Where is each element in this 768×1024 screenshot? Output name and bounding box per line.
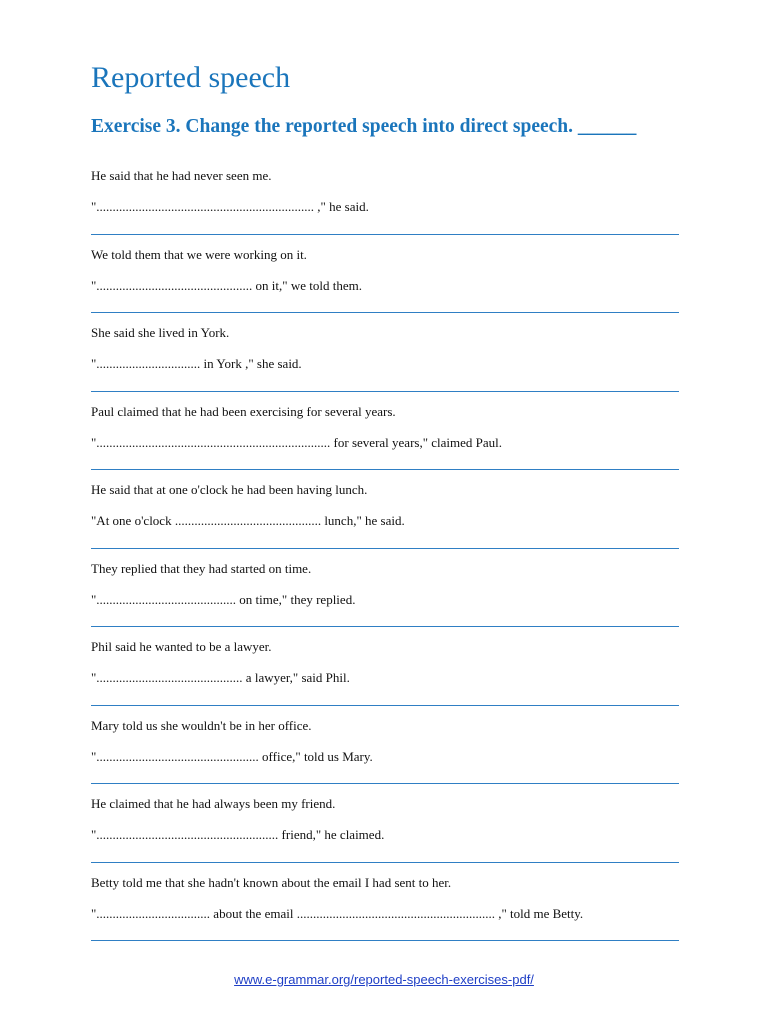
reported-sentence: Phil said he wanted to be a lawyer. xyxy=(91,639,272,654)
reported-sentence: Paul claimed that he had been exercising for several years. xyxy=(91,403,396,419)
page-title: Reported speech xyxy=(91,61,291,94)
reported-sentence: He said that at one o'clock he had been having lunch. xyxy=(91,482,368,497)
exercise-item xyxy=(91,392,679,471)
exercise-item xyxy=(91,706,679,785)
direct-speech-blank: "................................................................... ," he said. xyxy=(91,199,369,214)
direct-speech-blank: "At one o'clock ............................................. lunch," he said. xyxy=(91,513,405,528)
exercise-item xyxy=(91,235,679,314)
exercise-item xyxy=(91,784,679,863)
direct-speech-blank: "............................................. a lawyer," said Phil. xyxy=(91,670,350,685)
direct-speech-blank: "........................................................................ for several years," claimed Paul. xyxy=(91,434,503,450)
direct-speech-blank: ".................................................. office," told us Mary. xyxy=(91,748,373,764)
reported-sentence: They replied that they had started on time. xyxy=(91,560,312,576)
exercise-item xyxy=(91,156,679,235)
reported-sentence: He claimed that he had always been my friend. xyxy=(91,796,336,811)
reported-sentence: He said that he had never seen me. xyxy=(91,168,272,183)
exercise-item xyxy=(91,313,679,392)
direct-speech-blank: "................................... about the email ............................................................. ," told me Betty. xyxy=(91,905,584,921)
footer-link[interactable]: www.e-grammar.org/reported-speech-exercises-pdf/ xyxy=(234,972,534,987)
reported-sentence: She said she lived in York. xyxy=(91,325,230,340)
exercise-item xyxy=(91,627,679,706)
direct-speech-blank: "................................ in York ," she said. xyxy=(91,356,302,371)
exercise-item xyxy=(91,863,679,942)
direct-speech-blank: "........................................... on time," they replied. xyxy=(91,591,356,607)
reported-sentence: Mary told us she wouldn't be in her office. xyxy=(91,717,312,733)
reported-sentence: Betty told me that she hadn't known about the email I had sent to her. xyxy=(91,874,452,890)
direct-speech-blank: "................................................ on it," we told them. xyxy=(91,277,362,293)
exercise-list xyxy=(91,156,679,941)
exercise-item xyxy=(91,470,679,549)
direct-speech-blank: "........................................................ friend," he claimed. xyxy=(91,827,385,842)
reported-sentence: We told them that we were working on it. xyxy=(91,246,307,262)
exercise-instruction: Exercise 3. Change the reported speech into direct speech. ______ xyxy=(91,116,637,137)
exercise-item xyxy=(91,549,679,628)
